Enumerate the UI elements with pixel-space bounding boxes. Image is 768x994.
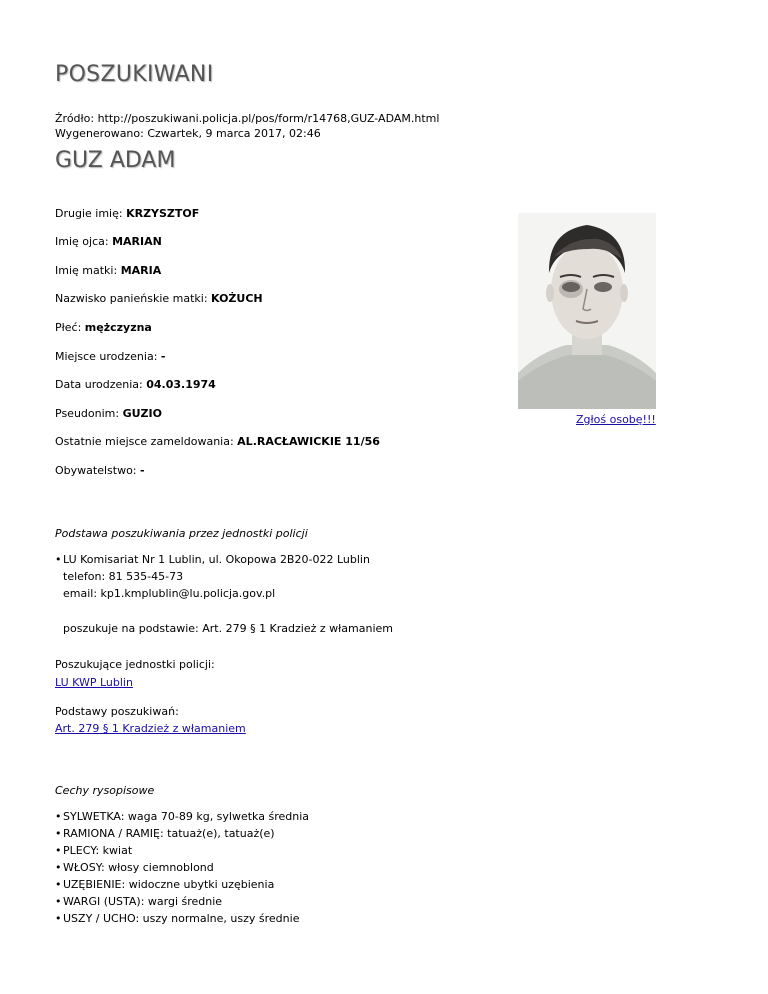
feature-item: • SYLWETKA: waga 70-89 kg, sylwetka średnia xyxy=(55,810,310,823)
feature-item: • PLECY: kwiat xyxy=(55,844,133,857)
bullet-icon: • xyxy=(55,827,62,840)
field-birth-place: Miejsce urodzenia: - xyxy=(55,350,166,363)
field-citizenship: Obywatelstwo: - xyxy=(55,464,145,477)
search-grounds-link[interactable]: Art. 279 § 1 Kradzież z włamaniem xyxy=(55,722,246,735)
field-sex: Płeć: mężczyzna xyxy=(55,321,152,334)
email-line: email: kp1.kmplublin@lu.policja.gov.pl xyxy=(63,587,276,600)
bullet-icon: • xyxy=(55,878,62,891)
portrait-image xyxy=(518,213,656,409)
unit-line: • LU Komisariat Nr 1 Lublin, ul. Okopowa 2B20-022 Lublin xyxy=(55,553,370,566)
report-person-link[interactable]: Zgłoś osobę!!! xyxy=(576,413,656,426)
feature-item: • USZY / UCHO: uszy normalne, uszy średnie xyxy=(55,912,300,925)
basis-section-title: Podstawa poszukiwania przez jednostki policji xyxy=(55,527,308,540)
field-second-name: Drugie imię: KRZYSZTOF xyxy=(55,207,200,220)
bullet-icon: • xyxy=(55,861,62,874)
person-photo xyxy=(518,213,656,409)
feature-item: • RAMIONA / RAMIĘ: tatuaż(e), tatuaż(e) xyxy=(55,827,275,840)
source-line: Źródło: http://poszukiwani.policja.pl/pos/form/r14768,GUZ-ADAM.html xyxy=(55,112,440,125)
feature-item: • UZĘBIENIE: widoczne ubytki uzębienia xyxy=(55,878,275,891)
search-grounds-label: Podstawy poszukiwań: xyxy=(55,705,179,718)
feature-item: • WŁOSY: włosy ciemnoblond xyxy=(55,861,214,874)
searching-unit-link[interactable]: LU KWP Lublin xyxy=(55,676,133,689)
bullet-icon: • xyxy=(55,895,62,908)
bullet-icon: • xyxy=(55,844,62,857)
phone-line: telefon: 81 535-45-73 xyxy=(63,570,184,583)
field-last-address: Ostatnie miejsce zameldowania: AL.RACŁAWICKIE 11/56 xyxy=(55,435,380,448)
site-title: POSZUKIWANI xyxy=(55,62,214,87)
field-mother-name: Imię matki: MARIA xyxy=(55,264,162,277)
bullet-icon: • xyxy=(55,553,62,566)
field-mother-maiden-name: Nazwisko panieńskie matki: KOŻUCH xyxy=(55,292,263,305)
meta-block xyxy=(55,111,439,141)
features-section-title: Cechy rysopisowe xyxy=(55,784,155,797)
bullet-icon: • xyxy=(55,810,62,823)
search-basis-line: poszukuje na podstawie: Art. 279 § 1 Kradzież z włamaniem xyxy=(63,622,393,635)
field-father-name: Imię ojca: MARIAN xyxy=(55,235,162,248)
field-birth-date: Data urodzenia: 04.03.1974 xyxy=(55,378,216,391)
bullet-icon: • xyxy=(55,912,62,925)
searching-units-label: Poszukujące jednostki policji: xyxy=(55,658,215,671)
generated-line: Wygenerowano: Czwartek, 9 marca 2017, 02:46 xyxy=(55,127,321,140)
feature-item: • WARGI (USTA): wargi średnie xyxy=(55,895,223,908)
field-nickname: Pseudonim: GUZIO xyxy=(55,407,162,420)
person-name: GUZ ADAM xyxy=(55,148,176,173)
